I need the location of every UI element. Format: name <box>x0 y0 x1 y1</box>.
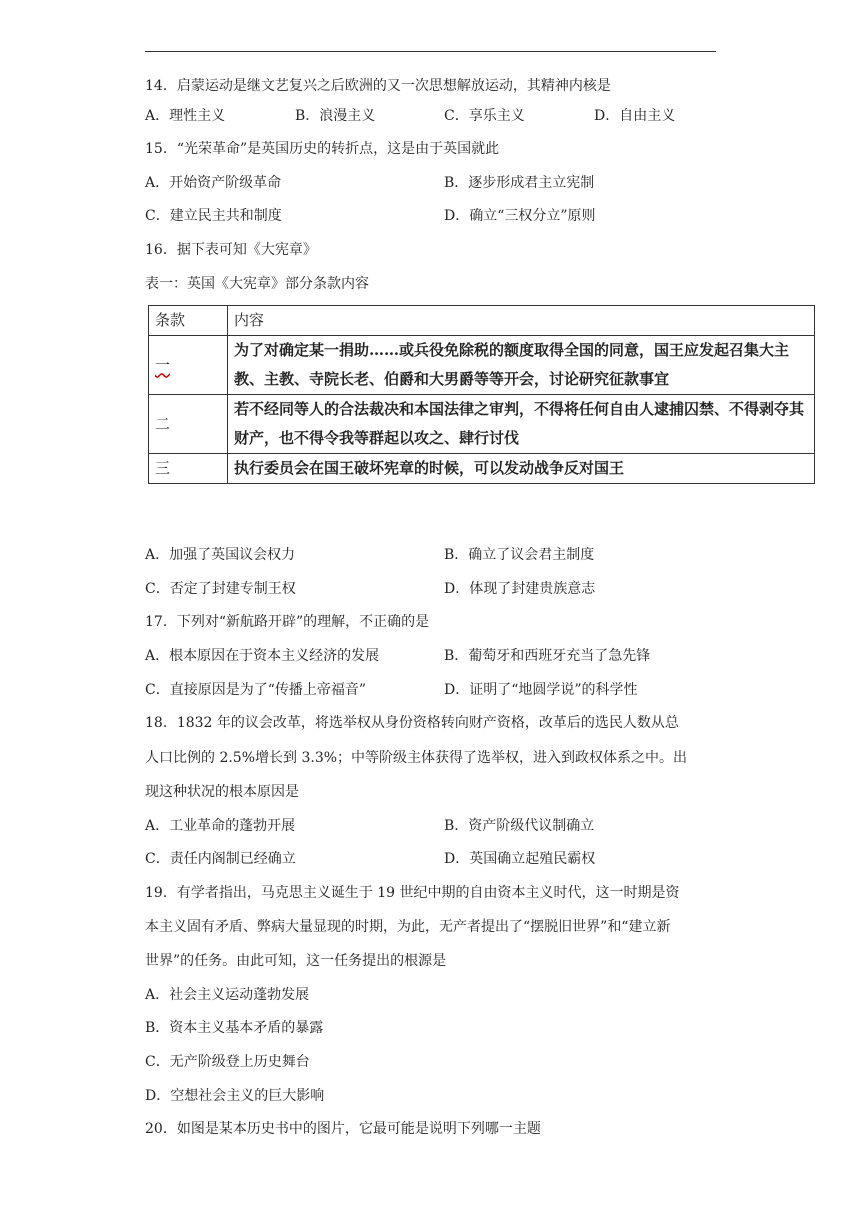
q14-stem: 14．启蒙运动是继文艺复兴之后欧洲的又一次思想解放运动，其精神内核是 <box>145 78 611 94</box>
q14-option-b: B．浪漫主义 <box>295 108 376 124</box>
table-row <box>149 336 815 395</box>
table-row <box>149 454 815 484</box>
q17-option-b: B．葡萄牙和西班牙充当了急先锋 <box>444 648 651 664</box>
table-header-row <box>149 306 815 336</box>
q19-stem-line-1: 19．有学者指出，马克思主义诞生于 19 世纪中期的自由资本主义时代，这一时期是资 <box>145 885 680 901</box>
q16-option-c: C．否定了封建专制王权 <box>145 581 296 597</box>
q18-option-b: B．资产阶级代议制确立 <box>444 818 595 834</box>
q14-option-a: A．理性主义 <box>145 108 226 124</box>
q19-option-a: A．社会主义运动蓬勃发展 <box>145 987 310 1003</box>
q15-option-b: B．逐步形成君主立宪制 <box>444 175 595 191</box>
q18-stem-line-3: 现这种状况的根本原因是 <box>145 784 299 800</box>
q16-option-d: D．体现了封建贵族意志 <box>444 581 596 597</box>
q16-option-b: B．确立了议会君主制度 <box>444 547 595 563</box>
q17-stem: 17．下列对“新航路开辟”的理解，不正确的是 <box>145 614 430 630</box>
q20-stem: 20．如图是某本历史书中的图片，它最可能是说明下列哪一主题 <box>145 1121 541 1137</box>
table-row <box>149 395 815 454</box>
q19-stem-line-2: 本主义固有矛盾、弊病大量显现的时期，为此，无产者提出了“摆脱旧世界”和“建立新 <box>145 919 671 935</box>
q19-stem-line-3: 世界”的任务。由此可知，这一任务提出的根源是 <box>145 953 447 969</box>
table-header-content: 内容 <box>228 306 815 336</box>
table-cell-content: 执行委员会在国王破坏宪章的时候，可以发动战争反对国王 <box>228 454 815 484</box>
q14-option-d: D．自由主义 <box>594 108 676 124</box>
q17-option-d: D．证明了“地圆学说”的科学性 <box>444 682 638 698</box>
header-rule <box>145 51 716 52</box>
q19-option-d: D．空想社会主义的巨大影响 <box>145 1088 325 1104</box>
table-cell-clause: 二 <box>149 395 228 454</box>
q15-option-a: A．开始资产阶级革命 <box>145 175 282 191</box>
q16-stem: 16．据下表可知《大宪章》 <box>145 242 317 258</box>
q16-option-a: A．加强了英国议会权力 <box>145 547 296 563</box>
q15-stem: 15．“光荣革命”是英国历史的转折点，这是由于英国就此 <box>145 141 500 157</box>
q16-table-caption: 表一：英国《大宪章》部分条款内容 <box>145 276 369 292</box>
magna-carta-table <box>148 305 815 484</box>
q19-option-c: C．无产阶级登上历史舞台 <box>145 1054 310 1070</box>
q17-option-a: A．根本原因在于资本主义经济的发展 <box>145 648 380 664</box>
q14-option-c: C．享乐主义 <box>444 108 525 124</box>
q18-option-a: A．工业革命的蓬勃开展 <box>145 818 296 834</box>
table-cell-content: 若不经同等人的合法裁决和本国法律之审判，不得将任何自由人逮捕囚禁、不得剥夺其财产，也不得令我等群起以攻之、肆行讨伐 <box>228 395 815 454</box>
q15-option-c: C．建立民主共和制度 <box>145 208 282 224</box>
q15-option-d: D．确立“三权分立”原则 <box>444 208 596 224</box>
q18-stem-line-1: 18．1832 年的议会改革，将选举权从身份资格转向财产资格，改革后的选民人数从总 <box>145 715 679 731</box>
table-header-clause: 条款 <box>149 306 228 336</box>
table-cell-clause: 三 <box>149 454 228 484</box>
q17-option-c: C．直接原因是为了“传播上帝福音” <box>145 682 367 698</box>
q18-option-c: C．责任内阁制已经确立 <box>145 851 296 867</box>
q19-option-b: B．资本主义基本矛盾的暴露 <box>145 1020 324 1036</box>
table-cell-content: 为了对确定某一捐助……或兵役免除税的额度取得全国的同意，国王应发起召集大主教、主教、寺院长老、伯爵和大男爵等等开会，讨论研究征款事宜 <box>228 336 815 395</box>
q18-stem-line-2: 人口比例的 2.5%增长到 3.3%；中等阶级主体获得了选举权，进入到政权体系之中。出 <box>145 750 688 766</box>
q18-option-d: D．英国确立起殖民霸权 <box>444 851 596 867</box>
table-cell-clause: 一 <box>155 355 171 374</box>
